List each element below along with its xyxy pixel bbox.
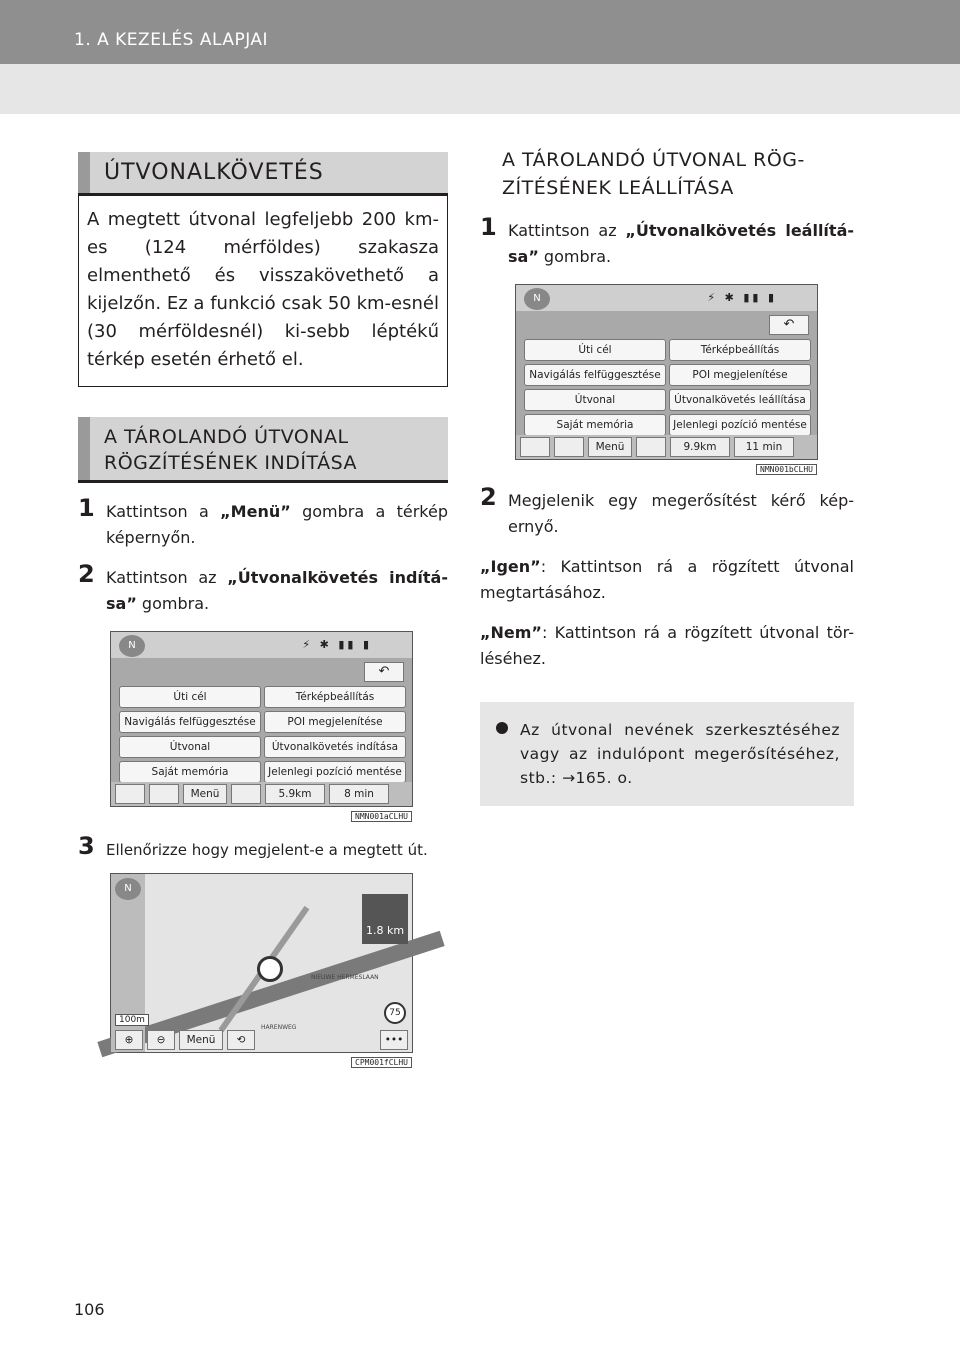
step-1 xyxy=(480,213,855,270)
turn-distance: 1.8 km xyxy=(365,924,405,937)
route-icon[interactable]: ⟲ xyxy=(227,1030,255,1050)
compass-icon[interactable]: N xyxy=(524,288,550,310)
menu-screenshot-stop xyxy=(515,284,818,474)
destination-button[interactable]: Úti cél xyxy=(524,339,666,361)
stop-subsection-title: A TÁROLANDÓ ÚTVONAL RÖG-ZÍTÉSÉNEK LEÁLLÍTÁSA xyxy=(502,149,805,199)
time-readout: 11 min xyxy=(734,437,794,457)
map-settings-button[interactable]: Térképbeállítás xyxy=(669,339,811,361)
blank-key[interactable] xyxy=(554,437,584,457)
step-number: 3 xyxy=(78,832,95,860)
step-text: Megjelenik egy megerősítést kérő kép-ernyő. xyxy=(508,491,854,536)
menu-key[interactable]: Menü xyxy=(179,1030,223,1050)
page-number: 106 xyxy=(74,1300,105,1319)
yes-description: : Kattintson rá a rögzített útvonal megtartásához. xyxy=(480,557,854,602)
menu-key[interactable]: Menü xyxy=(183,784,227,804)
vehicle-position-icon xyxy=(257,956,283,982)
street-label: NIEUWE HERMESLAAN xyxy=(311,974,379,981)
section-title: ÚTVONALKÖVETÉS xyxy=(104,160,324,185)
route-button[interactable]: Útvonal xyxy=(119,736,261,758)
yes-option xyxy=(480,554,854,606)
step-1 xyxy=(78,494,448,551)
turn-indicator xyxy=(362,894,408,944)
step-text: Kattintson az xyxy=(508,221,626,240)
bullet-icon xyxy=(496,722,508,734)
no-option xyxy=(480,620,854,672)
save-position-button[interactable]: Jelenlegi pozíció mentése xyxy=(264,761,406,783)
blank-key[interactable] xyxy=(636,437,666,457)
figure-code: NMN001aCLHU xyxy=(351,811,412,822)
back-button[interactable]: ↶ xyxy=(364,662,404,682)
step-text: gombra a térkép képernyőn. xyxy=(106,502,448,547)
figure-code: CPM001fCLHU xyxy=(351,1057,412,1068)
figure-code: NMN001bCLHU xyxy=(756,464,817,475)
step-2 xyxy=(78,560,448,617)
my-memory-button[interactable]: Saját memória xyxy=(524,414,666,436)
menu-screenshot-start xyxy=(110,631,413,821)
start-route-tracking-button[interactable]: Útvonalkövetés indítása xyxy=(264,736,406,758)
stop-tracking-ref: „Útvonalkövetés leállítá-sa” xyxy=(508,221,855,266)
step-number: 1 xyxy=(480,213,497,241)
time-readout: 8 min xyxy=(329,784,389,804)
section-heading xyxy=(78,152,448,196)
header-band xyxy=(0,64,960,114)
zoom-in-button[interactable]: ⊕ xyxy=(115,1030,143,1050)
note-text: Az útvonal nevének szerkesztéséhez vagy az indulópont megerősítéséhez, stb.: →165. o. xyxy=(520,721,840,787)
step-3 xyxy=(78,832,448,863)
yes-label: „Igen” xyxy=(480,557,541,576)
distance-readout: 9.9km xyxy=(670,437,730,457)
intro-box: A megtett útvonal legfeljebb 200 km-es (124 mérföldes) szakasza elmenthető és visszakövethető a kijelzőn. Ez a funkció csak 50 km-esnél (30 mérföldesnél) ki-sebb léptékű térkép esetén érhető el. xyxy=(78,196,448,387)
blank-key[interactable] xyxy=(149,784,179,804)
save-position-button[interactable]: Jelenlegi pozíció mentése xyxy=(669,414,811,436)
left-column xyxy=(78,152,448,1067)
right-column xyxy=(480,149,855,806)
show-poi-button[interactable]: POI megjelenítése xyxy=(669,364,811,386)
menu-button-ref: „Menü” xyxy=(220,502,291,521)
status-icons: ⚡ ✱ ▮▮ ▮ xyxy=(707,291,777,304)
start-tracking-ref: „Útvonalkövetés indítá-sa” xyxy=(106,568,448,613)
no-description: : Kattintson rá a rögzített útvonal tör-léséhez. xyxy=(480,623,854,668)
show-poi-button[interactable]: POI megjelenítése xyxy=(264,711,406,733)
menu-key[interactable]: Menü xyxy=(588,437,632,457)
step-text: Kattintson a xyxy=(106,502,221,521)
step-text: gombra. xyxy=(136,594,210,613)
street-label: HARENWEG xyxy=(261,1024,297,1031)
step-2 xyxy=(480,483,854,540)
more-options-button[interactable]: ••• xyxy=(380,1030,408,1050)
my-memory-button[interactable]: Saját memória xyxy=(119,761,261,783)
route-button[interactable]: Útvonal xyxy=(524,389,666,411)
subsection-title: A TÁROLANDÓ ÚTVONAL RÖGZÍTÉSÉNEK INDÍTÁSA xyxy=(104,426,357,474)
step-number: 1 xyxy=(78,494,95,522)
info-note xyxy=(480,702,854,806)
map-settings-button[interactable]: Térképbeállítás xyxy=(264,686,406,708)
no-label: „Nem” xyxy=(480,623,542,642)
zoom-out-button[interactable]: ⊖ xyxy=(147,1030,175,1050)
blank-key[interactable] xyxy=(115,784,145,804)
status-icons: ⚡ ✱ ▮▮ ▮ xyxy=(302,638,372,651)
compass-icon[interactable]: N xyxy=(119,635,145,657)
subsection-heading xyxy=(78,417,448,483)
blank-key[interactable] xyxy=(520,437,550,457)
blank-key[interactable] xyxy=(231,784,261,804)
map-screenshot xyxy=(110,873,413,1067)
step-number: 2 xyxy=(78,560,95,588)
step-text: gombra. xyxy=(538,247,612,266)
step-text: Kattintson az xyxy=(106,568,228,587)
stop-route-tracking-button[interactable]: Útvonalkövetés leállítása xyxy=(669,389,811,411)
pause-navigation-button[interactable]: Navigálás felfüggesztése xyxy=(524,364,666,386)
speed-limit-sign: 75 xyxy=(384,1002,406,1024)
step-number: 2 xyxy=(480,483,497,511)
back-button[interactable]: ↶ xyxy=(769,315,809,335)
destination-button[interactable]: Úti cél xyxy=(119,686,261,708)
scale-indicator: 100m xyxy=(115,1014,149,1026)
chapter-title: 1. A KEZELÉS ALAPJAI xyxy=(74,30,269,50)
step-text: Ellenőrizze hogy megjelent-e a megtett út. xyxy=(106,841,428,859)
pause-navigation-button[interactable]: Navigálás felfüggesztése xyxy=(119,711,261,733)
distance-readout: 5.9km xyxy=(265,784,325,804)
compass-icon[interactable]: N xyxy=(115,878,141,900)
